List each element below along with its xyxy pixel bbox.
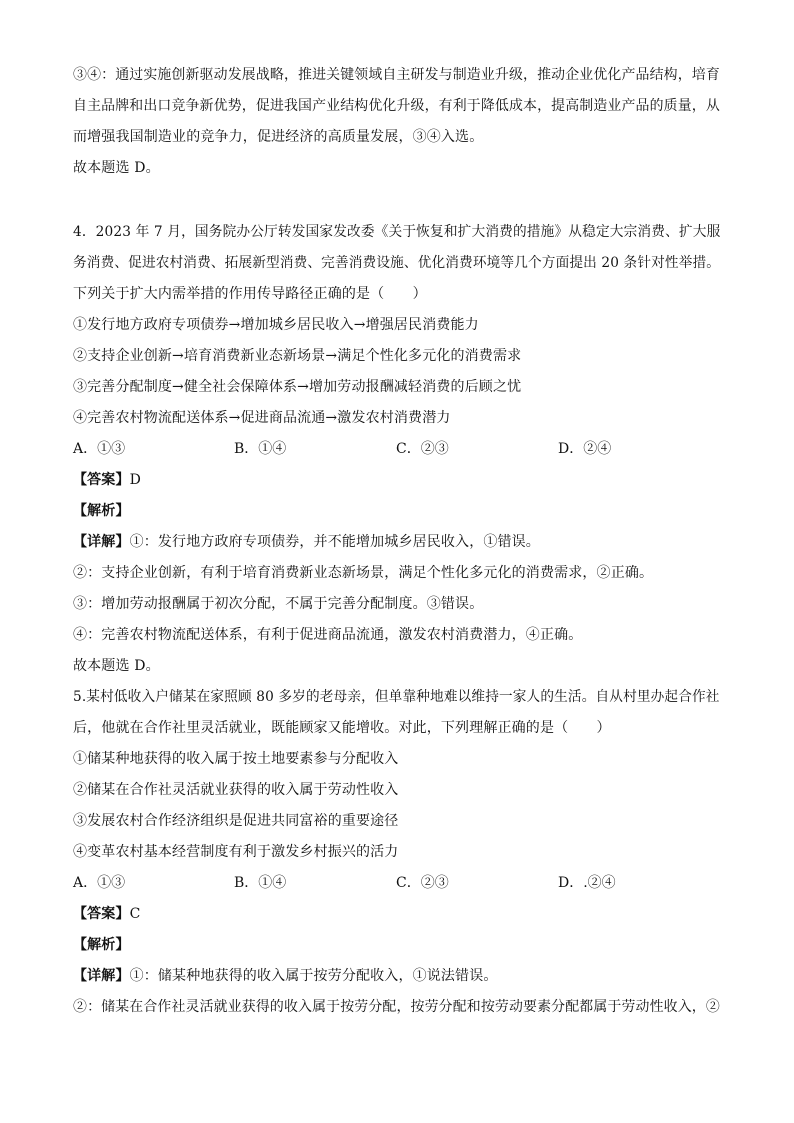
q4-analysis-line xyxy=(73,502,130,520)
q4-item-2: ②支持企业创新→培育消费新业态新场景→满足个性化多元化的消费需求 xyxy=(73,348,522,364)
prev-analysis-line-1: ③④：通过实施创新驱动发展战略，推进关键领域自主研发与制造业升级，推动企业优化产品结构，培育 xyxy=(73,67,720,83)
prev-analysis-line-2: 自主品牌和出口竞争新优势，促进我国产业结构优化升级，有利于降低成本，提高制造业产品的质量，从 xyxy=(73,98,720,114)
q5-detail-line-1 xyxy=(73,967,498,985)
q4-option-c: C．②③ xyxy=(396,441,449,457)
q4-detail-line-1 xyxy=(73,533,540,551)
q5-option-c: C．②③ xyxy=(396,875,449,891)
q4-answer-line xyxy=(73,471,141,489)
q4-conclusion: 故本题选 D。 xyxy=(73,658,160,674)
q5-detail-tag: 【详解】 xyxy=(73,968,130,984)
q4-stem-line-1: 4．2023 年 7 月，国务院办公厅转发国家发改委《关于恢复和扩大消费的措施》从稳定大宗消费、扩大服 xyxy=(73,224,721,240)
q5-stem-line-2: 后，他就在合作社里灵活就业，既能顾家又能增收。对此，下列理解正确的是（ ） xyxy=(73,720,611,736)
q4-detail-tag: 【详解】 xyxy=(73,534,130,550)
q5-answer-line xyxy=(73,905,140,923)
q4-option-a: A．①③ xyxy=(73,441,126,457)
q4-answer-value: D xyxy=(129,472,141,488)
q5-answer-tag: 【答案】 xyxy=(73,906,130,922)
q5-item-2: ②储某在合作社灵活就业获得的收入属于劳动性收入 xyxy=(73,782,399,798)
q5-item-1: ①储某种地获得的收入属于按土地要素参与分配收入 xyxy=(73,751,399,767)
q5-analysis-tag: 【解析】 xyxy=(73,937,130,953)
q5-option-d: D．.②④ xyxy=(558,875,616,891)
q4-detail-1: ①：发行地方政府专项债券，并不能增加城乡居民收入，①错误。 xyxy=(129,534,540,550)
prev-analysis-line-3: 而增强我国制造业的竞争力，促进经济的高质量发展，③④入选。 xyxy=(73,129,484,145)
q4-detail-line-4: ④：完善农村物流配送体系，有利于促进商品流通，激发农村消费潜力，④正确。 xyxy=(73,627,583,643)
q5-analysis-line xyxy=(73,936,130,954)
q4-stem-line-3: 下列关于扩大内需举措的作用传导路径正确的是（ ） xyxy=(73,286,427,302)
q4-analysis-tag: 【解析】 xyxy=(73,503,130,519)
q5-item-4: ④变革农村基本经营制度有利于激发乡村振兴的活力 xyxy=(73,844,399,860)
q4-option-b: B．①④ xyxy=(234,441,287,457)
q4-answer-tag: 【答案】 xyxy=(73,472,130,488)
q4-option-d: D．②④ xyxy=(558,441,612,457)
q4-detail-line-3: ③：增加劳动报酬属于初次分配，不属于完善分配制度。③错误。 xyxy=(73,596,484,612)
q5-detail-1: ①：储某种地获得的收入属于按劳分配收入，①说法错误。 xyxy=(129,968,498,984)
q4-item-1: ①发行地方政府专项债券→增加城乡居民收入→增强居民消费能力 xyxy=(73,317,479,333)
q4-detail-line-2: ②：支持企业创新，有利于培育消费新业态新场景，满足个性化多元化的消费需求，②正确。 xyxy=(73,565,654,581)
q4-item-3: ③完善分配制度→健全社会保障体系→增加劳动报酬减轻消费的后顾之忧 xyxy=(73,379,522,395)
q4-item-4: ④完善农村物流配送体系→促进商品流通→激发农村消费潜力 xyxy=(73,410,451,426)
prev-analysis-conclusion: 故本题选 D。 xyxy=(73,160,160,176)
q4-stem-line-2: 务消费、促进农村消费、拓展新型消费、完善消费设施、优化消费环境等几个方面提出 20 条针对性举措。 xyxy=(73,255,721,271)
q5-answer-value: C xyxy=(129,906,141,922)
q5-option-b: B．①④ xyxy=(234,875,287,891)
q5-option-a: A．①③ xyxy=(73,875,126,891)
q5-stem-line-1: 5.某村低收入户储某在家照顾 80 多岁的老母亲，但单靠种地难以维持一家人的生活。自从村里办起合作社 xyxy=(73,689,720,705)
q5-detail-line-2: ②：储某在合作社灵活就业获得的收入属于按劳分配，按劳分配和按劳动要素分配都属于劳动性收入，② xyxy=(73,999,720,1015)
q5-item-3: ③发展农村合作经济组织是促进共同富裕的重要途径 xyxy=(73,813,399,829)
